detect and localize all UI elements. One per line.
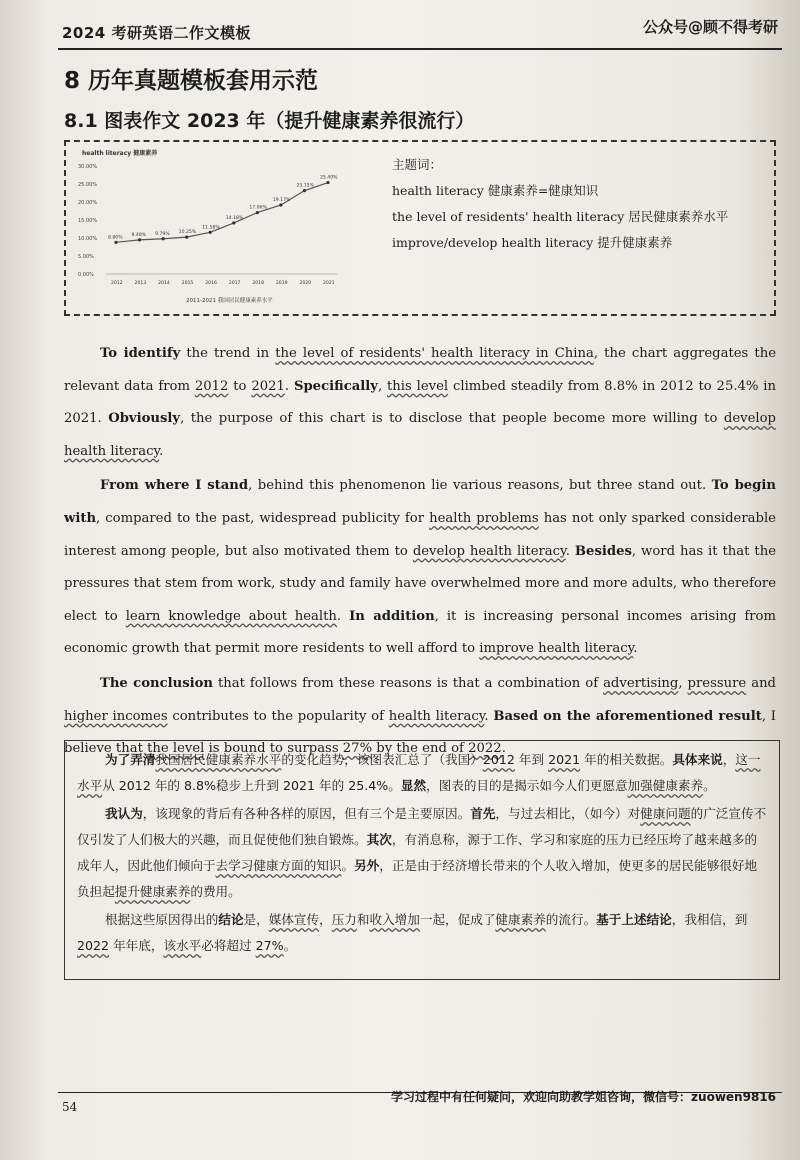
text-run: ， <box>722 752 736 767</box>
text-run: . <box>501 741 506 757</box>
data-point <box>279 203 282 206</box>
data-point <box>162 237 165 240</box>
y-tick-label: 0.00% <box>78 272 94 278</box>
text-run: , <box>377 378 387 394</box>
text-run: 和 <box>356 912 370 927</box>
text-run: climbed steadily from 8.8% in 2012 to 25.4% in 2021. <box>64 378 776 427</box>
text-run: contributes to the popularity of <box>167 708 389 724</box>
essay-body <box>64 338 776 768</box>
underlined-phrase: 2021 <box>251 378 285 394</box>
underlined-phrase: 媒体宣传 <box>268 912 320 927</box>
header-rule <box>58 48 782 50</box>
bold-phrase: The conclusion <box>100 675 214 691</box>
bold-phrase: Obviously <box>108 411 181 427</box>
data-label: 8.80% <box>108 235 123 241</box>
underlined-phrase: 2021 <box>548 752 581 767</box>
x-tick-label: 2016 <box>205 281 217 286</box>
underlined-phrase: 这一水平 <box>77 752 761 793</box>
text-run: ，我相信，到 <box>671 912 748 927</box>
y-tick-label: 20.00% <box>78 200 98 206</box>
underlined-phrase: 2022 <box>77 938 110 953</box>
footer-note: 学习过程中有任何疑问，欢迎向助教学姐咨询，微信号：zuowen9816 <box>391 1090 776 1104</box>
bold-phrase: Based on the aforementioned result <box>493 708 762 724</box>
text-run: 从 2012 年的 8.8%稳步上升到 2021 年的 25.4%。 <box>102 778 401 793</box>
text-run: . <box>484 708 494 724</box>
y-tick-label: 30.00% <box>78 164 98 170</box>
page-number: 54 <box>62 1100 78 1114</box>
y-tick-label: 5.00% <box>78 254 94 260</box>
text-run: that follows from these reasons is that a combination of <box>213 675 604 691</box>
text-run: ，图表的目的是揭示如今人们更愿意 <box>426 778 628 793</box>
underlined-phrase: 收入增加 <box>369 912 420 927</box>
underlined-phrase: 2012 <box>194 378 229 394</box>
underlined-phrase: 提升健康素养 <box>114 884 191 899</box>
translation-paragraph-2 <box>77 801 767 905</box>
text-run: ，正是由于经济增长带来的个人收入增加，使更多的居民能够很好地负担起 <box>77 858 758 899</box>
text-run: 的流行。 <box>545 912 597 927</box>
keyword-item: the level of residents' health literacy 居民健康素养水平 <box>392 209 729 224</box>
keyword-item: health literacy 健康素养=健康知识 <box>392 183 599 198</box>
bold-phrase: Specifically <box>293 378 378 394</box>
underlined-phrase: 去学习健康方面的知识 <box>215 858 342 873</box>
line-chart <box>76 146 376 314</box>
series-line <box>116 183 328 243</box>
section-title: 8 历年真题模板套用示范 <box>64 68 319 94</box>
data-point <box>114 241 117 244</box>
y-tick-label: 25.00% <box>78 182 98 188</box>
text-run: , compared to the past, widespread publicity for <box>96 510 430 526</box>
keyword-item: improve/develop health literacy 提升健康素养 <box>392 235 673 250</box>
underlined-phrase: 健康素养 <box>495 912 546 927</box>
data-point <box>303 189 306 192</box>
x-tick-label: 2014 <box>158 281 170 286</box>
text-run: 根据这些原因得出的 <box>105 912 219 927</box>
bold-phrase: 具体来说 <box>672 752 723 767</box>
text-run: 一起，促成了 <box>419 912 496 927</box>
bold-phrase: To identify <box>100 346 181 361</box>
chart-title: health literacy 健康素养 <box>82 150 158 157</box>
text-run: . <box>565 543 575 559</box>
y-tick-label: 10.00% <box>78 236 98 242</box>
x-tick-label: 2012 <box>111 281 123 286</box>
underlined-phrase: learn knowledge about health <box>125 608 337 624</box>
underlined-phrase: develop health literacy <box>64 411 776 459</box>
bold-phrase: 另外 <box>354 858 380 873</box>
data-label: 11.58% <box>202 225 220 231</box>
text-run: 年年底， <box>109 938 164 953</box>
data-label: 9.79% <box>155 231 170 237</box>
bold-phrase: From where I stand <box>100 478 249 494</box>
underlined-phrase: 27% <box>342 741 373 757</box>
text-run: , the chart aggregates the relevant data from <box>64 346 777 394</box>
x-tick-label: 2015 <box>181 281 194 286</box>
chart-caption: 2011-2021 我国居民健康素养水平 <box>186 298 273 304</box>
chart-box <box>64 140 776 316</box>
underlined-phrase: 27% <box>255 938 284 953</box>
text-run: 的费用。 <box>190 884 241 899</box>
data-label: 14.18% <box>225 215 244 221</box>
text-run: has not only sparked considerable interest among people, but also motivated them to <box>64 510 776 559</box>
underlined-phrase: 加强健康素养 <box>627 778 704 793</box>
keywords-block <box>392 152 728 256</box>
text-run: by the end of <box>372 741 469 757</box>
bold-phrase: 显然 <box>400 778 427 793</box>
y-tick-label: 15.00% <box>78 218 98 224</box>
data-point <box>232 221 235 224</box>
translation-paragraph-1 <box>77 747 767 799</box>
text-run: 。 <box>341 858 355 873</box>
data-label: 19.17% <box>272 197 291 203</box>
underlined-phrase: the level of residents' health literacy in China <box>275 346 594 361</box>
text-run: . <box>284 378 294 394</box>
text-run: ， <box>319 912 332 927</box>
text-run: . <box>633 641 638 657</box>
x-tick-label: 2019 <box>275 281 288 286</box>
underlined-phrase: 我国居民健康素养水平 <box>155 752 282 767</box>
underlined-phrase: 压力 <box>331 912 357 927</box>
text-run: , <box>678 675 688 691</box>
data-point <box>185 236 188 239</box>
text-run: 年到 <box>514 752 549 767</box>
underlined-phrase: 2012 <box>482 752 515 767</box>
text-run: and <box>746 675 777 691</box>
text-run: , the purpose of this chart is to disclose that people become more willing to <box>180 411 724 427</box>
underlined-phrase: 2022 <box>468 741 502 757</box>
text-run: , word has it that the pressures that stem from work, study and family have overwhelmed more and more adults, who therefore elect to <box>64 543 776 624</box>
text-run: ，该现象的背后有各种各样的原因，但有三个是主要原因。 <box>142 806 471 821</box>
bold-phrase: 我认为 <box>105 806 143 821</box>
text-run: 。 <box>703 778 716 793</box>
bold-phrase: Besides <box>574 543 632 559</box>
keywords-title: 主题词： <box>392 157 443 172</box>
text-run: 。 <box>283 938 297 953</box>
header-title: 2024 考研英语二作文模板 <box>62 24 251 42</box>
data-label: 17.06% <box>249 205 267 211</box>
translation-paragraph-3 <box>77 907 767 959</box>
bold-phrase: To begin with <box>64 478 776 526</box>
bold-phrase: 其次 <box>366 832 392 847</box>
text-run: ，与过去相比，（如今）对 <box>495 806 641 821</box>
text-run: . <box>336 608 350 624</box>
bold-phrase: 为了弄清 <box>105 752 156 767</box>
text-run: , it is increasing personal incomes arising from economic growth that permit more residents to well afford to <box>64 608 777 657</box>
data-label: 25.40% <box>320 175 338 181</box>
x-tick-label: 2020 <box>299 281 312 286</box>
x-tick-label: 2018 <box>252 281 265 286</box>
translation-box <box>64 740 780 980</box>
underlined-phrase: higher incomes <box>64 708 168 724</box>
data-label: 10.25% <box>178 230 197 236</box>
underlined-phrase: the level <box>147 741 205 757</box>
text-run: the trend in <box>180 346 276 361</box>
bold-phrase: In addition <box>349 608 435 624</box>
underlined-phrase: pressure <box>687 675 747 691</box>
essay-paragraph-1 <box>64 338 776 468</box>
underlined-phrase: 该水平 <box>163 938 202 953</box>
underlined-phrase: develop health literacy <box>412 543 566 559</box>
data-label: 9.48% <box>131 232 147 238</box>
underlined-phrase: health literacy <box>388 708 485 724</box>
text-run: 的变化趋势，该图表汇总了（我国） <box>281 752 483 767</box>
data-label: 23.15% <box>296 183 314 189</box>
bold-phrase: 结论 <box>218 912 244 927</box>
data-point <box>138 238 141 241</box>
text-run: . <box>159 443 164 459</box>
essay-paragraph-2 <box>64 470 776 666</box>
underlined-phrase: improve health literacy <box>479 641 634 657</box>
text-run: 必将超过 <box>201 938 256 953</box>
x-tick-label: 2021 <box>323 281 335 286</box>
subsection-title: 8.1 图表作文 2023 年（提升健康素养很流行） <box>64 110 475 132</box>
text-run: , I believe that <box>64 708 776 757</box>
underlined-phrase: 健康问题 <box>640 806 691 821</box>
text-run: 的广泛宣传不仅引发了人们极大的兴趣，而且促使他们独自锻炼。 <box>77 806 767 847</box>
text-run: 年的相关数据。 <box>580 752 673 767</box>
x-tick-label: 2017 <box>228 281 241 286</box>
text-run: is bound to surpass <box>204 741 343 757</box>
text-run: to <box>228 378 252 394</box>
text-run: 是， <box>243 912 269 927</box>
data-point <box>209 231 212 234</box>
text-run: ，有消息称，源于工作、学习和家庭的压力已经压垮了越来越多的成年人，因此他们倾向于 <box>77 832 758 873</box>
data-point <box>326 181 329 184</box>
x-tick-label: 2013 <box>134 281 147 286</box>
bold-phrase: 首先 <box>470 806 496 821</box>
text-run: , behind this phenomenon lie various reasons, but three stand out. <box>248 478 712 494</box>
header-account: 公众号@顾不得考研 <box>642 18 778 36</box>
underlined-phrase: health problems <box>429 510 539 526</box>
underlined-phrase: advertising <box>603 675 679 691</box>
underlined-phrase: this level <box>387 378 449 394</box>
data-point <box>256 211 259 214</box>
bold-phrase: 基于上述结论 <box>596 912 672 927</box>
